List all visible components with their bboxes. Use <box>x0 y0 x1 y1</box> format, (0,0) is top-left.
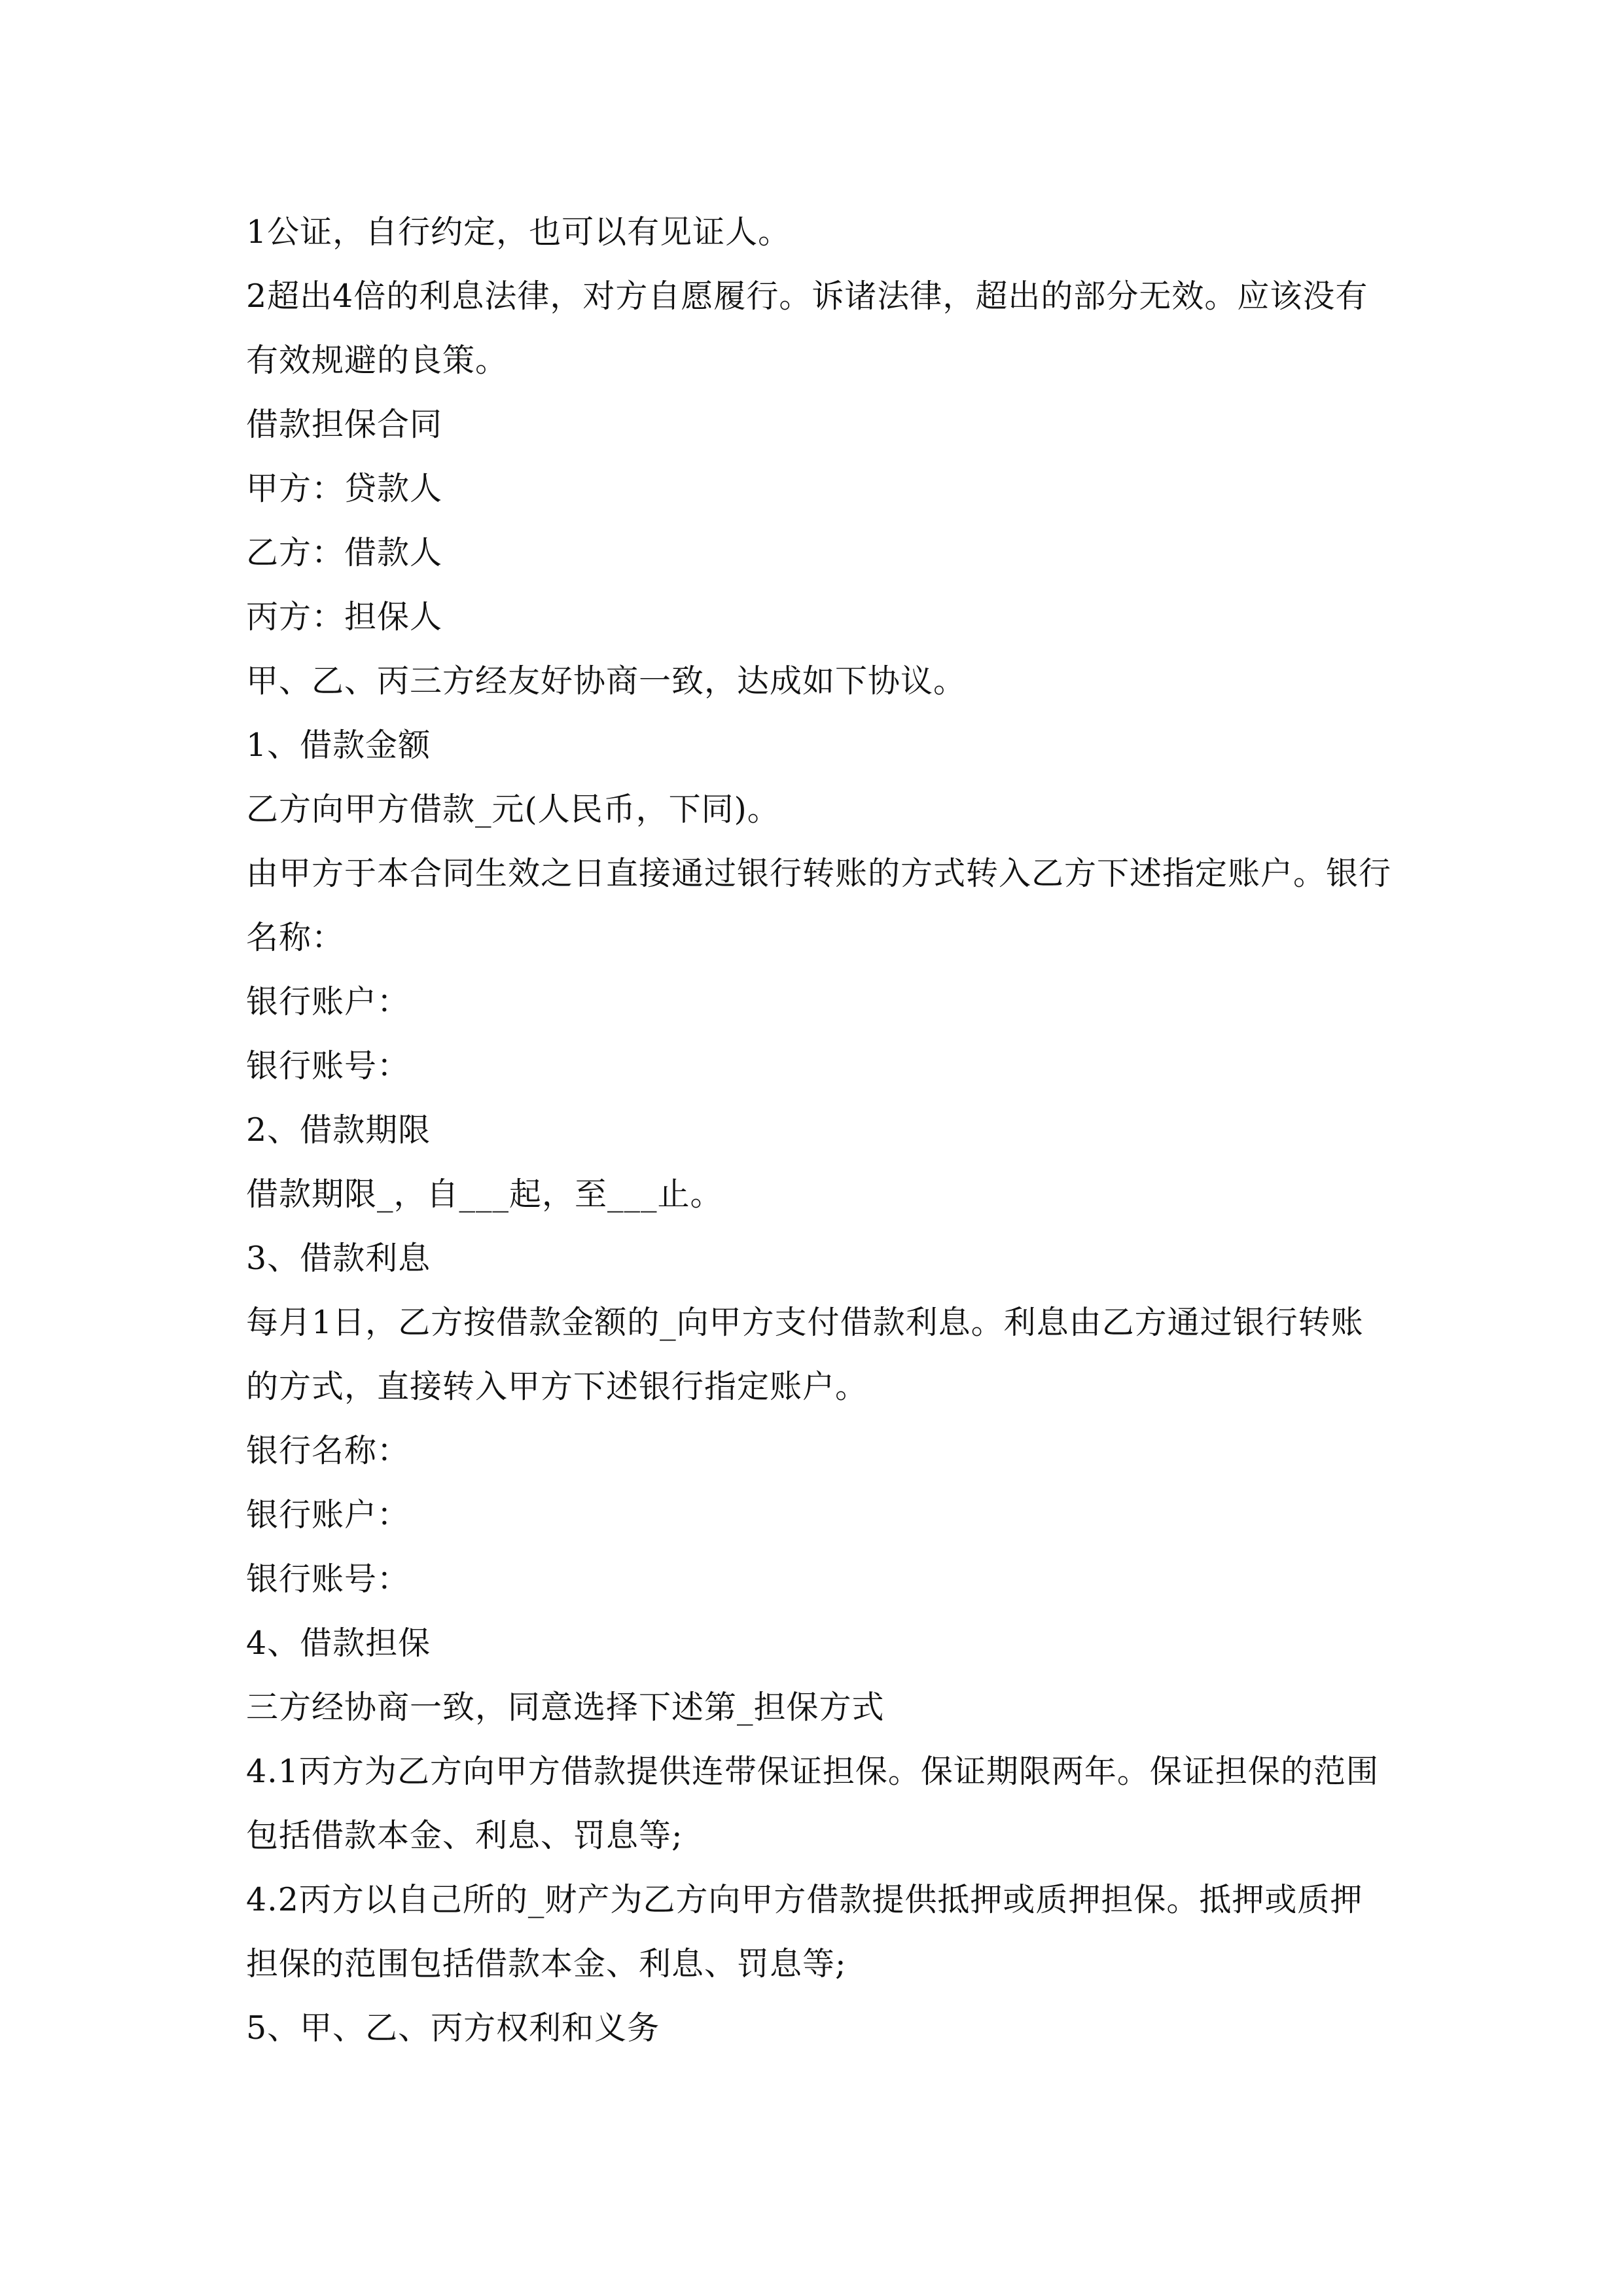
text-line: 有效规避的良策。 <box>246 342 508 379</box>
text-line: 银行账号： <box>246 1560 410 1598</box>
text-line: 银行名称： <box>246 1432 410 1469</box>
party-b: 乙方：借款人 <box>246 534 443 571</box>
text-line: 银行账户： <box>246 1496 410 1534</box>
text-line: 2超出4倍的利息法律，对方自愿履行。诉诸法律，超出的部分无效。应该没有 <box>246 278 1368 315</box>
section-heading: 1、借款金额 <box>246 726 431 764</box>
text-line: 名称： <box>246 919 345 956</box>
text-line: 三方经协商一致，同意选择下述第_担保方式 <box>246 1689 885 1726</box>
text-line: 担保的范围包括借款本金、利息、罚息等; <box>246 1945 847 1982</box>
text-line: 4.1丙方为乙方向甲方借款提供连带保证担保。保证期限两年。保证担保的范围 <box>246 1753 1379 1790</box>
contract-title: 借款担保合同 <box>246 406 443 443</box>
text-line: 每月1日，乙方按借款金额的_向甲方支付借款利息。利息由乙方通过银行转账 <box>246 1304 1364 1341</box>
text-line: 银行账户： <box>246 983 410 1020</box>
text-line: 银行账号： <box>246 1047 410 1085</box>
text-line: 借款期限_，自___起，至___止。 <box>246 1175 723 1213</box>
text-line: 4.2丙方以自己所的_财产为乙方向甲方借款提供抵押或质押担保。抵押或质押 <box>246 1881 1363 1918</box>
section-heading: 5、甲、乙、丙方权利和义务 <box>246 2009 660 2047</box>
text-line: 1公证，自行约定，也可以有见证人。 <box>246 213 791 251</box>
text-line: 的方式，直接转入甲方下述银行指定账户。 <box>246 1368 868 1405</box>
section-heading: 4、借款担保 <box>246 1624 431 1662</box>
text-line: 包括借款本金、利息、罚息等; <box>246 1817 683 1854</box>
text-line: 甲、乙、丙三方经友好协商一致，达成如下协议。 <box>246 662 967 700</box>
section-heading: 3、借款利息 <box>246 1240 431 1277</box>
text-line: 乙方向甲方借款_元(人民币，下同)。 <box>246 791 780 828</box>
party-a: 甲方：贷款人 <box>246 470 443 507</box>
section-heading: 2、借款期限 <box>246 1111 431 1149</box>
party-c: 丙方：担保人 <box>246 598 443 636</box>
document-body <box>246 200 1392 2060</box>
text-line: 由甲方于本合同生效之日直接通过银行转账的方式转入乙方下述指定账户。银行 <box>246 855 1392 892</box>
